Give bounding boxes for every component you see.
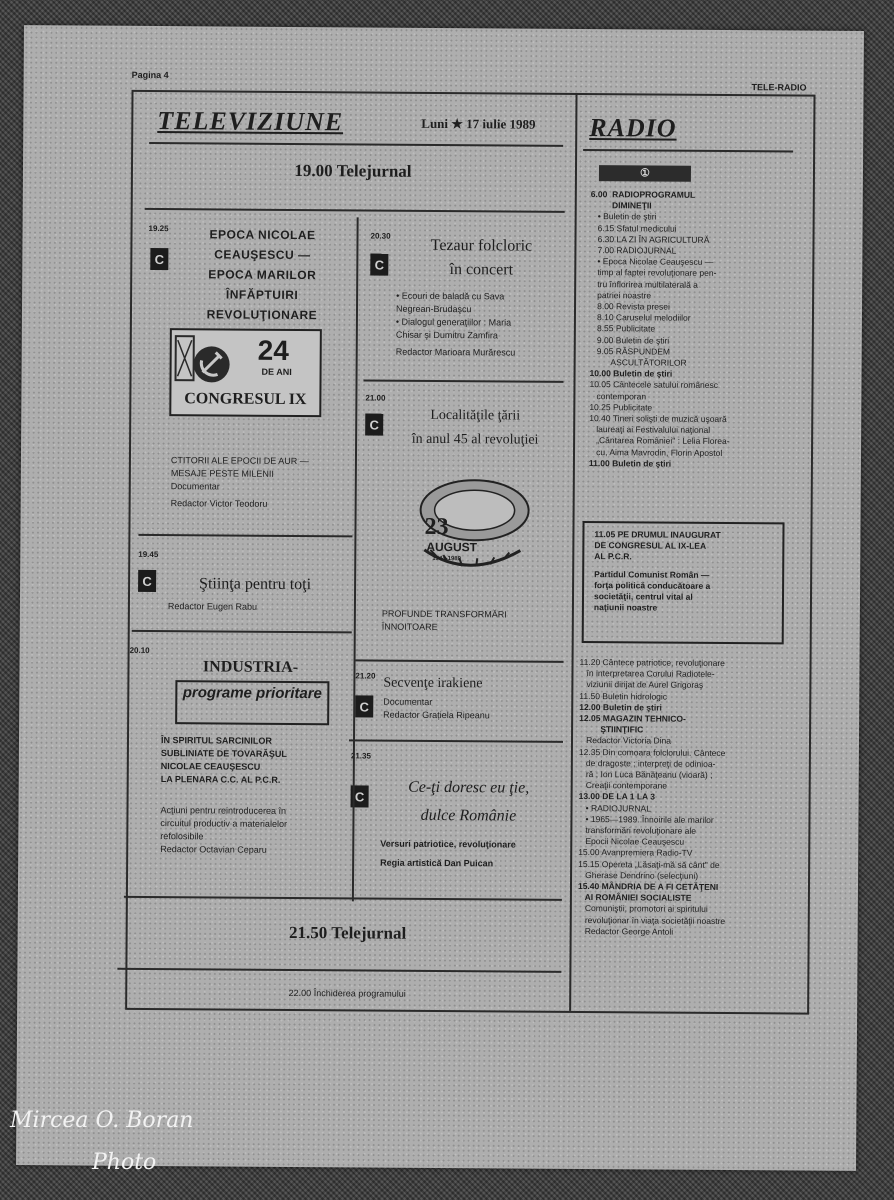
program-time: 21.35 <box>350 751 371 761</box>
radio-schedule-bottom <box>578 657 794 939</box>
program-title: Tezaur folcloric în concert <box>430 236 533 279</box>
newspaper-page <box>16 25 864 1171</box>
radio-schedule-top <box>589 189 797 471</box>
highlight-box <box>582 521 785 644</box>
radio-line: „Cântarea României" : Lelia Florea- <box>589 435 730 447</box>
radio-line: 15.15 Opereta „Lăsaţi-mă să cânt" de <box>578 858 720 870</box>
radio-line: transformări revoluţionare ale <box>578 825 697 836</box>
radio-line: 10.25 Publicitate <box>589 401 653 413</box>
program-description: Documentar Redactor Grațiela Ripeanu <box>383 696 490 721</box>
program-subtitle: ÎN SPIRITUL SARCINILOR SUBLINIATE DE TOVARĂŞUL NICOLAE CEAUŞESCU LA PLENARA C.C. AL P.C.R. <box>160 735 287 785</box>
program-title: Ce-ţi doresc eu ţie, dulce Românie <box>408 778 530 825</box>
radio-line: 7.00 RADIOJURNAL <box>590 245 677 256</box>
industry-banner: programe prioritare <box>175 680 329 725</box>
radio-line: DE CONGRESUL AL IX-LEA <box>594 540 707 552</box>
radio-line: 11.20 Cântece patriotice, revoluţionare <box>579 656 725 668</box>
channel-c-icon: C <box>351 785 369 807</box>
radio-line: 10.40 Tineri solişti de muzică uşoară <box>589 413 727 425</box>
program-description: Redactor Eugen Rabu <box>167 601 258 612</box>
radio-line: timp al faptei revoluţionare pen- <box>590 267 717 279</box>
broadcast-date: Luni ★ 17 iulie 1989 <box>421 115 536 132</box>
closing-notice: 22.00 Închiderea programului <box>288 987 406 999</box>
radio-line: ASCULTĂTORILOR <box>589 357 687 368</box>
radio-line: 6.00 RADIOPROGRAMUL <box>590 189 696 200</box>
channel-c-icon: C <box>355 695 373 717</box>
radio-line: 11.50 Buletin hidrologic <box>579 690 668 702</box>
radio-line: de dragoste ; interpreţi de odinioa- <box>578 757 716 769</box>
radio-line: revoluţionar în viaţa societăţii noastre <box>577 914 726 926</box>
radio-line: 9.00 Buletin de ştiri <box>589 334 670 346</box>
program-description: Versuri patriotice, revoluţionare Regia artistică Dan Puican <box>380 838 516 869</box>
radio-line: 12.00 Buletin de ştiri <box>579 701 662 713</box>
radio-line: 10.00 Buletin de ştiri <box>589 368 673 379</box>
highlight-box-text <box>584 523 783 621</box>
congress-emblem: 24 DE ANI CONGRESUL IX <box>169 328 322 417</box>
radio-line: viziunii dirijat de Aurel Grigoraş <box>579 679 704 691</box>
program-title: Localităţile ţării în anul 45 al revoluţiei <box>411 407 539 448</box>
radio-line: cu, Aima Mavrodin, Florin Apostol <box>588 446 723 458</box>
radio-line: 12.05 MAGAZIN TEHNICO- <box>579 712 686 724</box>
telejurnal-bottom: 21.50 Telejurnal <box>289 922 407 943</box>
channel-c-icon: C <box>150 248 168 270</box>
program-time: 21.20 <box>355 671 376 681</box>
channel-c-icon: C <box>365 413 383 435</box>
radio-line: 6.15 Sfatul medicului <box>590 222 677 234</box>
august-23-emblem: 23 AUGUST 1944-1989 <box>406 470 537 581</box>
radio-line: 8.10 Caruselul melodiilor <box>589 312 691 323</box>
radio-line: ră ; Ion Luca Bănăţeanu (vioară) ; <box>578 769 713 780</box>
radio-line: Redactor Victoria Dina <box>578 735 672 747</box>
radio-line: în interpretarea Corului Radiotele- <box>579 668 715 680</box>
radio-line: Comuniştii, promotori ai spiritului <box>577 903 708 915</box>
photo-credit-name: Mircea O. Boran <box>10 1108 194 1133</box>
section-label: TELE-RADIO <box>751 82 807 93</box>
program-time: 20.10 <box>129 645 150 655</box>
telejurnal-top: 19.00 Telejurnal <box>294 160 412 181</box>
radio-line: 8.00 Revista presei <box>590 301 670 312</box>
page-number: Pagina 4 <box>131 69 169 81</box>
program-description: PROFUNDE TRANSFORMĂRI ÎNNOITOARE <box>381 608 507 632</box>
radio-line: 13.00 DE LA 1 LA 3 <box>578 791 656 802</box>
program-time: 21.00 <box>365 393 386 403</box>
radio-line: 11.05 PE DRUMUL INAUGURAT <box>594 529 721 540</box>
radio-line: naţiunii noastre <box>593 602 658 613</box>
program-description: • Ecouri de baladă cu Sava Negrean-Brudaşcu • Dialogul generaţiilor : Maria Chisar şi Dumitru Zamfira Redactor Marioara Murărescu <box>395 290 516 358</box>
radio-line: societăţii, centrul vital al <box>593 591 693 602</box>
program-time: 20.30 <box>370 231 391 241</box>
radio-line: AI ROMÂNIEI SOCIALISTE <box>577 892 692 904</box>
photo-credit-label: Photo <box>92 1150 157 1175</box>
radio-line: • RADIOJURNAL <box>578 802 651 814</box>
program-one-badge: ① <box>599 165 691 182</box>
program-title: Ştiinţa pentru toţi <box>199 575 312 594</box>
radio-line: Redactor George Antoli <box>577 925 674 937</box>
radio-line: Partidul Comunist Român — <box>594 568 710 580</box>
radio-line: contemporan <box>589 390 647 402</box>
radio-line: 6.30 LA ZI ÎN AGRICULTURĂ <box>590 233 710 245</box>
radio-line: Epocii Nicolae Ceauşescu <box>578 836 685 847</box>
radio-line: 15.40 MÂNDRIA DE A FI CETĂŢENI <box>577 881 719 893</box>
radio-line: Gherase Dendrino (selecţiuni) <box>578 869 699 881</box>
program-description: CTITORII ALE EPOCII DE AUR — MESAJE PESTE MILENII Documentar Redactor Victor Teodoru <box>170 455 309 509</box>
radio-line: 10.05 Cântecele satului românesc <box>589 379 719 391</box>
radio-line: forţa politică conducătoare a <box>594 579 711 591</box>
radio-line: • Buletin de ştiri <box>590 211 657 222</box>
radio-heading: RADIO <box>589 113 677 143</box>
radio-line: patriei noastre <box>590 289 652 301</box>
radio-line: 11.00 Buletin de ştiri <box>588 457 672 469</box>
program-title: EPOCA NICOLAE CEAUŞESCU — EPOCA MARILOR ÎNFĂPTUIRI REVOLUŢIONARE <box>206 227 318 323</box>
radio-line: tru înflorirea multilaterală a <box>590 278 698 290</box>
program-title: Secvenţe irakiene <box>383 675 483 692</box>
radio-line: 12.35 Din comoara folclorului. Cântece <box>578 746 726 758</box>
program-description: Acţiuni pentru reintroducerea în circuitul productiv a materialelor refolosibile Redactor Octavian Ceparu <box>160 805 288 855</box>
program-time: 19.45 <box>138 549 159 560</box>
radio-line: 15.00 Avanpremiera Radio-TV <box>578 847 693 859</box>
radio-line: • 1965—1989. Înnoirile ale marilor <box>578 813 714 825</box>
radio-line: • Epoca Nicolae Ceauşescu — <box>590 256 714 268</box>
tv-heading: TELEVIZIUNE <box>157 106 344 137</box>
industry-banner-title: INDUSTRIA- <box>202 658 299 677</box>
radio-line: ŞTIINŢIFIC <box>579 724 644 735</box>
program-time: 19.25 <box>148 223 169 234</box>
channel-c-icon: C <box>370 254 388 276</box>
channel-c-icon: C <box>138 570 156 592</box>
radio-line: 8.55 Publicitate <box>589 323 656 334</box>
radio-line: laureaţi ai Festivalului naţional <box>589 424 711 436</box>
radio-line: DIMINEŢII <box>590 200 652 211</box>
radio-line: 9.05 RĂSPUNDEM <box>589 345 671 357</box>
radio-line: Creaţii contemporane <box>578 780 668 791</box>
radio-line: AL P.C.R. <box>594 551 632 562</box>
